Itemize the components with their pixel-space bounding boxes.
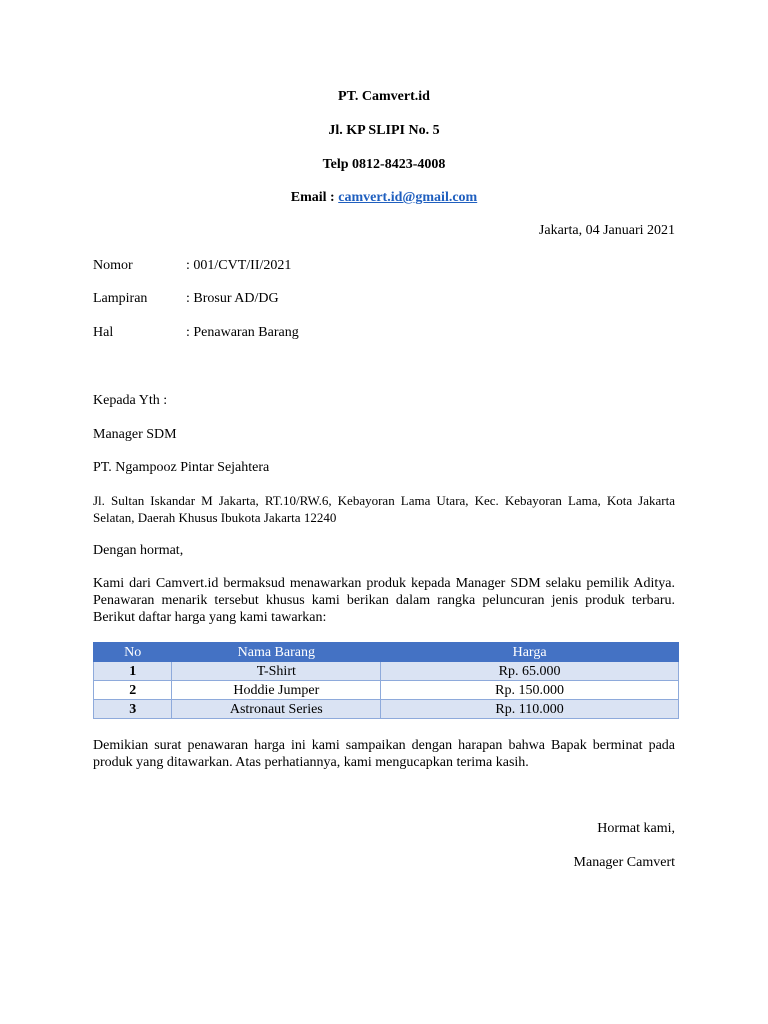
recipient-title: Manager SDM [93, 427, 177, 442]
meta-label-nomor: Nomor [93, 258, 133, 273]
company-name: PT. Camvert.id [338, 89, 430, 104]
row-price: Rp. 110.000 [381, 700, 679, 719]
recipient-company: PT. Ngampooz Pintar Sejahtera [93, 460, 270, 475]
row-no: 1 [94, 662, 172, 681]
row-price: Rp. 150.000 [381, 681, 679, 700]
header-no: No [94, 643, 172, 662]
company-phone: Telp 0812-8423-4008 [322, 157, 446, 172]
greeting: Dengan hormat, [93, 543, 184, 558]
header-price: Harga [381, 643, 679, 662]
row-name: Astronaut Series [172, 700, 381, 719]
header-name: Nama Barang [172, 643, 381, 662]
meta-label-hal: Hal [93, 325, 114, 340]
row-name: T-Shirt [172, 662, 381, 681]
meta-value-hal: : Penawaran Barang [186, 325, 299, 340]
table-row [94, 681, 679, 700]
price-table [93, 642, 679, 719]
letter-date: Jakarta, 04 Januari 2021 [538, 223, 675, 238]
meta-value-nomor: : 001/CVT/II/2021 [186, 258, 292, 273]
intro-paragraph: Kami dari Camvert.id bermaksud menawarkan produk kepada Manager SDM selaku pemilik Aditya. Penawaran menarik tersebut khusus kami berikan dalam rangka peluncuran jenis produk terbaru. Berikut daftar harga yang kami tawarkan: [93, 576, 675, 625]
row-no: 3 [94, 700, 172, 719]
signoff-signer: Manager Camvert [573, 855, 675, 870]
email-label: Email : [290, 190, 339, 205]
meta-label-lampiran: Lampiran [93, 291, 148, 306]
row-name: Hoddie Jumper [172, 681, 381, 700]
company-address: Jl. KP SLIPI No. 5 [328, 123, 440, 138]
email-link[interactable]: camvert.id@gmail.com [338, 190, 478, 205]
table-row [94, 662, 679, 681]
meta-value-lampiran: : Brosur AD/DG [186, 291, 279, 306]
recipient-address: Jl. Sultan Iskandar M Jakarta, RT.10/RW.6, Kebayoran Lama Utara, Kec. Kebayoran Lama, Kota Jakarta Selatan, Daerah Khusus Ibukota Jakarta 12240 [93, 493, 675, 525]
row-no: 2 [94, 681, 172, 700]
table-header-row [94, 643, 679, 662]
row-price: Rp. 65.000 [381, 662, 679, 681]
company-email-line [0, 189, 768, 206]
recipient-salutation: Kepada Yth : [93, 393, 168, 408]
closing-paragraph: Demikian surat penawaran harga ini kami sampaikan dengan harapan bahwa Bapak berminat pada produk yang ditawarkan. Atas perhatiannya, kami mengucapkan terima kasih. [93, 738, 675, 770]
signoff-regards: Hormat kami, [597, 821, 675, 836]
table-row [94, 700, 679, 719]
